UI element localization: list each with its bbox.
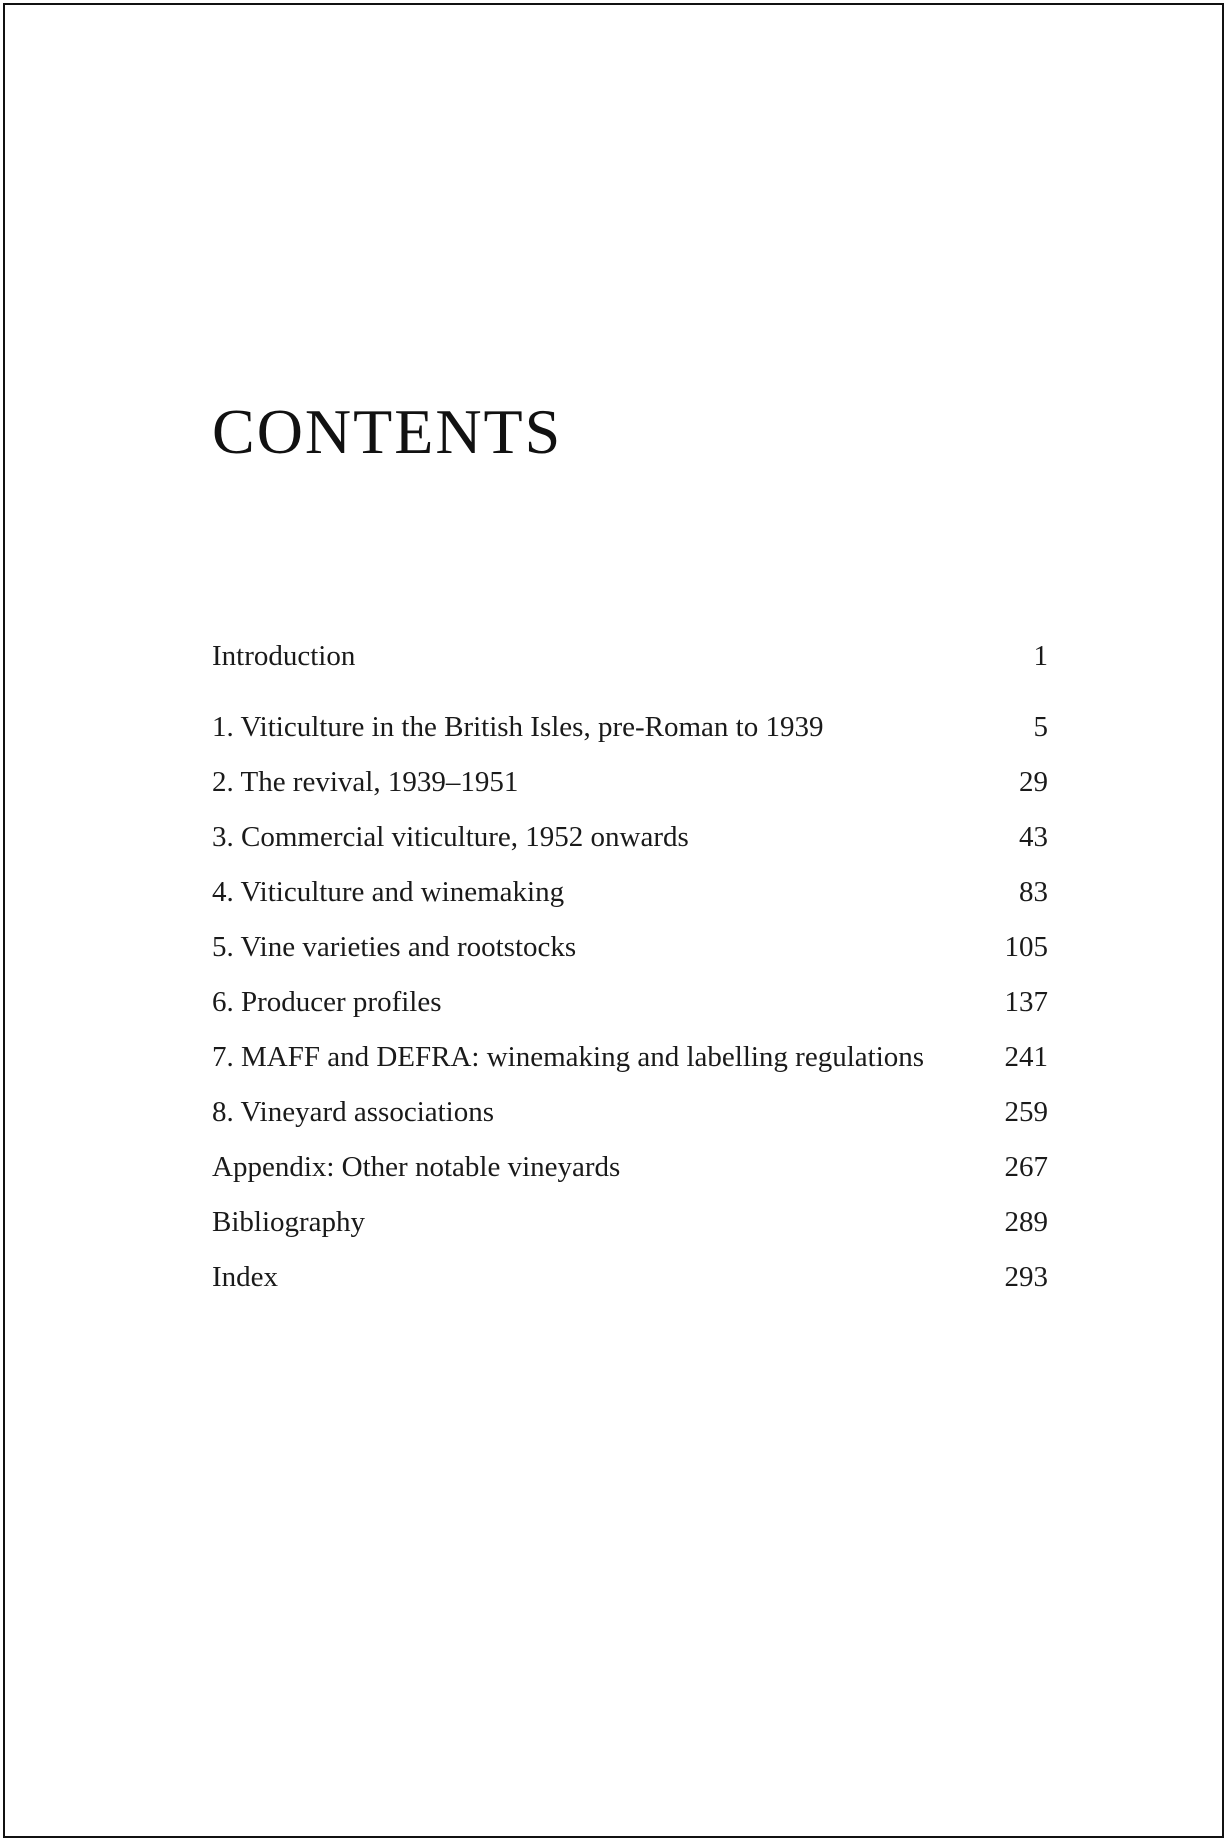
toc-entry-chapter-6[interactable] xyxy=(212,982,1048,1022)
toc-entry-page: 5 xyxy=(1033,711,1048,743)
toc-entry-title: Appendix: Other notable vineyards xyxy=(212,1151,621,1183)
toc-entry-chapter-2[interactable] xyxy=(212,762,1048,802)
toc-entry-chapter-5[interactable] xyxy=(212,927,1048,967)
toc-entry-title: 1. Viticulture in the British Isles, pre-Roman to 1939 xyxy=(212,711,824,743)
toc-entry-page: 29 xyxy=(1019,766,1048,798)
toc-entry-title: Bibliography xyxy=(212,1206,366,1238)
toc-entry-page: 1 xyxy=(1033,640,1048,672)
toc-entry-title: Index xyxy=(212,1261,279,1293)
toc-entry-title: 5. Vine varieties and rootstocks xyxy=(212,931,577,963)
toc-entry-index[interactable] xyxy=(212,1257,1048,1297)
toc-entry-page: 43 xyxy=(1019,821,1048,853)
toc-entry-title: 8. Vineyard associations xyxy=(212,1096,495,1128)
toc-entry-chapter-7[interactable] xyxy=(212,1037,1048,1077)
toc-entry-page: 137 xyxy=(1004,986,1048,1018)
toc-entry-page: 293 xyxy=(1004,1261,1048,1293)
toc-entry-page: 267 xyxy=(1004,1151,1048,1183)
toc-entry-chapter-4[interactable] xyxy=(212,872,1048,912)
toc-entry-page: 241 xyxy=(1004,1041,1048,1073)
toc-entry-page: 289 xyxy=(1004,1206,1048,1238)
toc-entry-page: 105 xyxy=(1004,931,1048,963)
toc-entry-chapter-3[interactable] xyxy=(212,817,1048,857)
toc-entry-title: 7. MAFF and DEFRA: winemaking and labelling regulations xyxy=(212,1041,925,1073)
page-frame xyxy=(3,3,1224,1838)
toc-entry-chapter-1[interactable] xyxy=(212,707,1048,747)
toc-entry-page: 83 xyxy=(1019,876,1048,908)
toc-entry-appendix[interactable] xyxy=(212,1147,1048,1187)
toc-entry-title: 6. Producer profiles xyxy=(212,986,442,1018)
toc-entry-title: 2. The revival, 1939–1951 xyxy=(212,766,519,798)
page-title: CONTENTS xyxy=(212,396,563,467)
toc-entry-title: 4. Viticulture and winemaking xyxy=(212,876,565,908)
toc-entry-title: 3. Commercial viticulture, 1952 onwards xyxy=(212,821,689,853)
toc-entry-chapter-8[interactable] xyxy=(212,1092,1048,1132)
toc-entry-title: Introduction xyxy=(212,640,356,672)
toc-entry-introduction[interactable] xyxy=(212,636,1048,676)
toc-entry-bibliography[interactable] xyxy=(212,1202,1048,1242)
toc-entry-page: 259 xyxy=(1004,1096,1048,1128)
